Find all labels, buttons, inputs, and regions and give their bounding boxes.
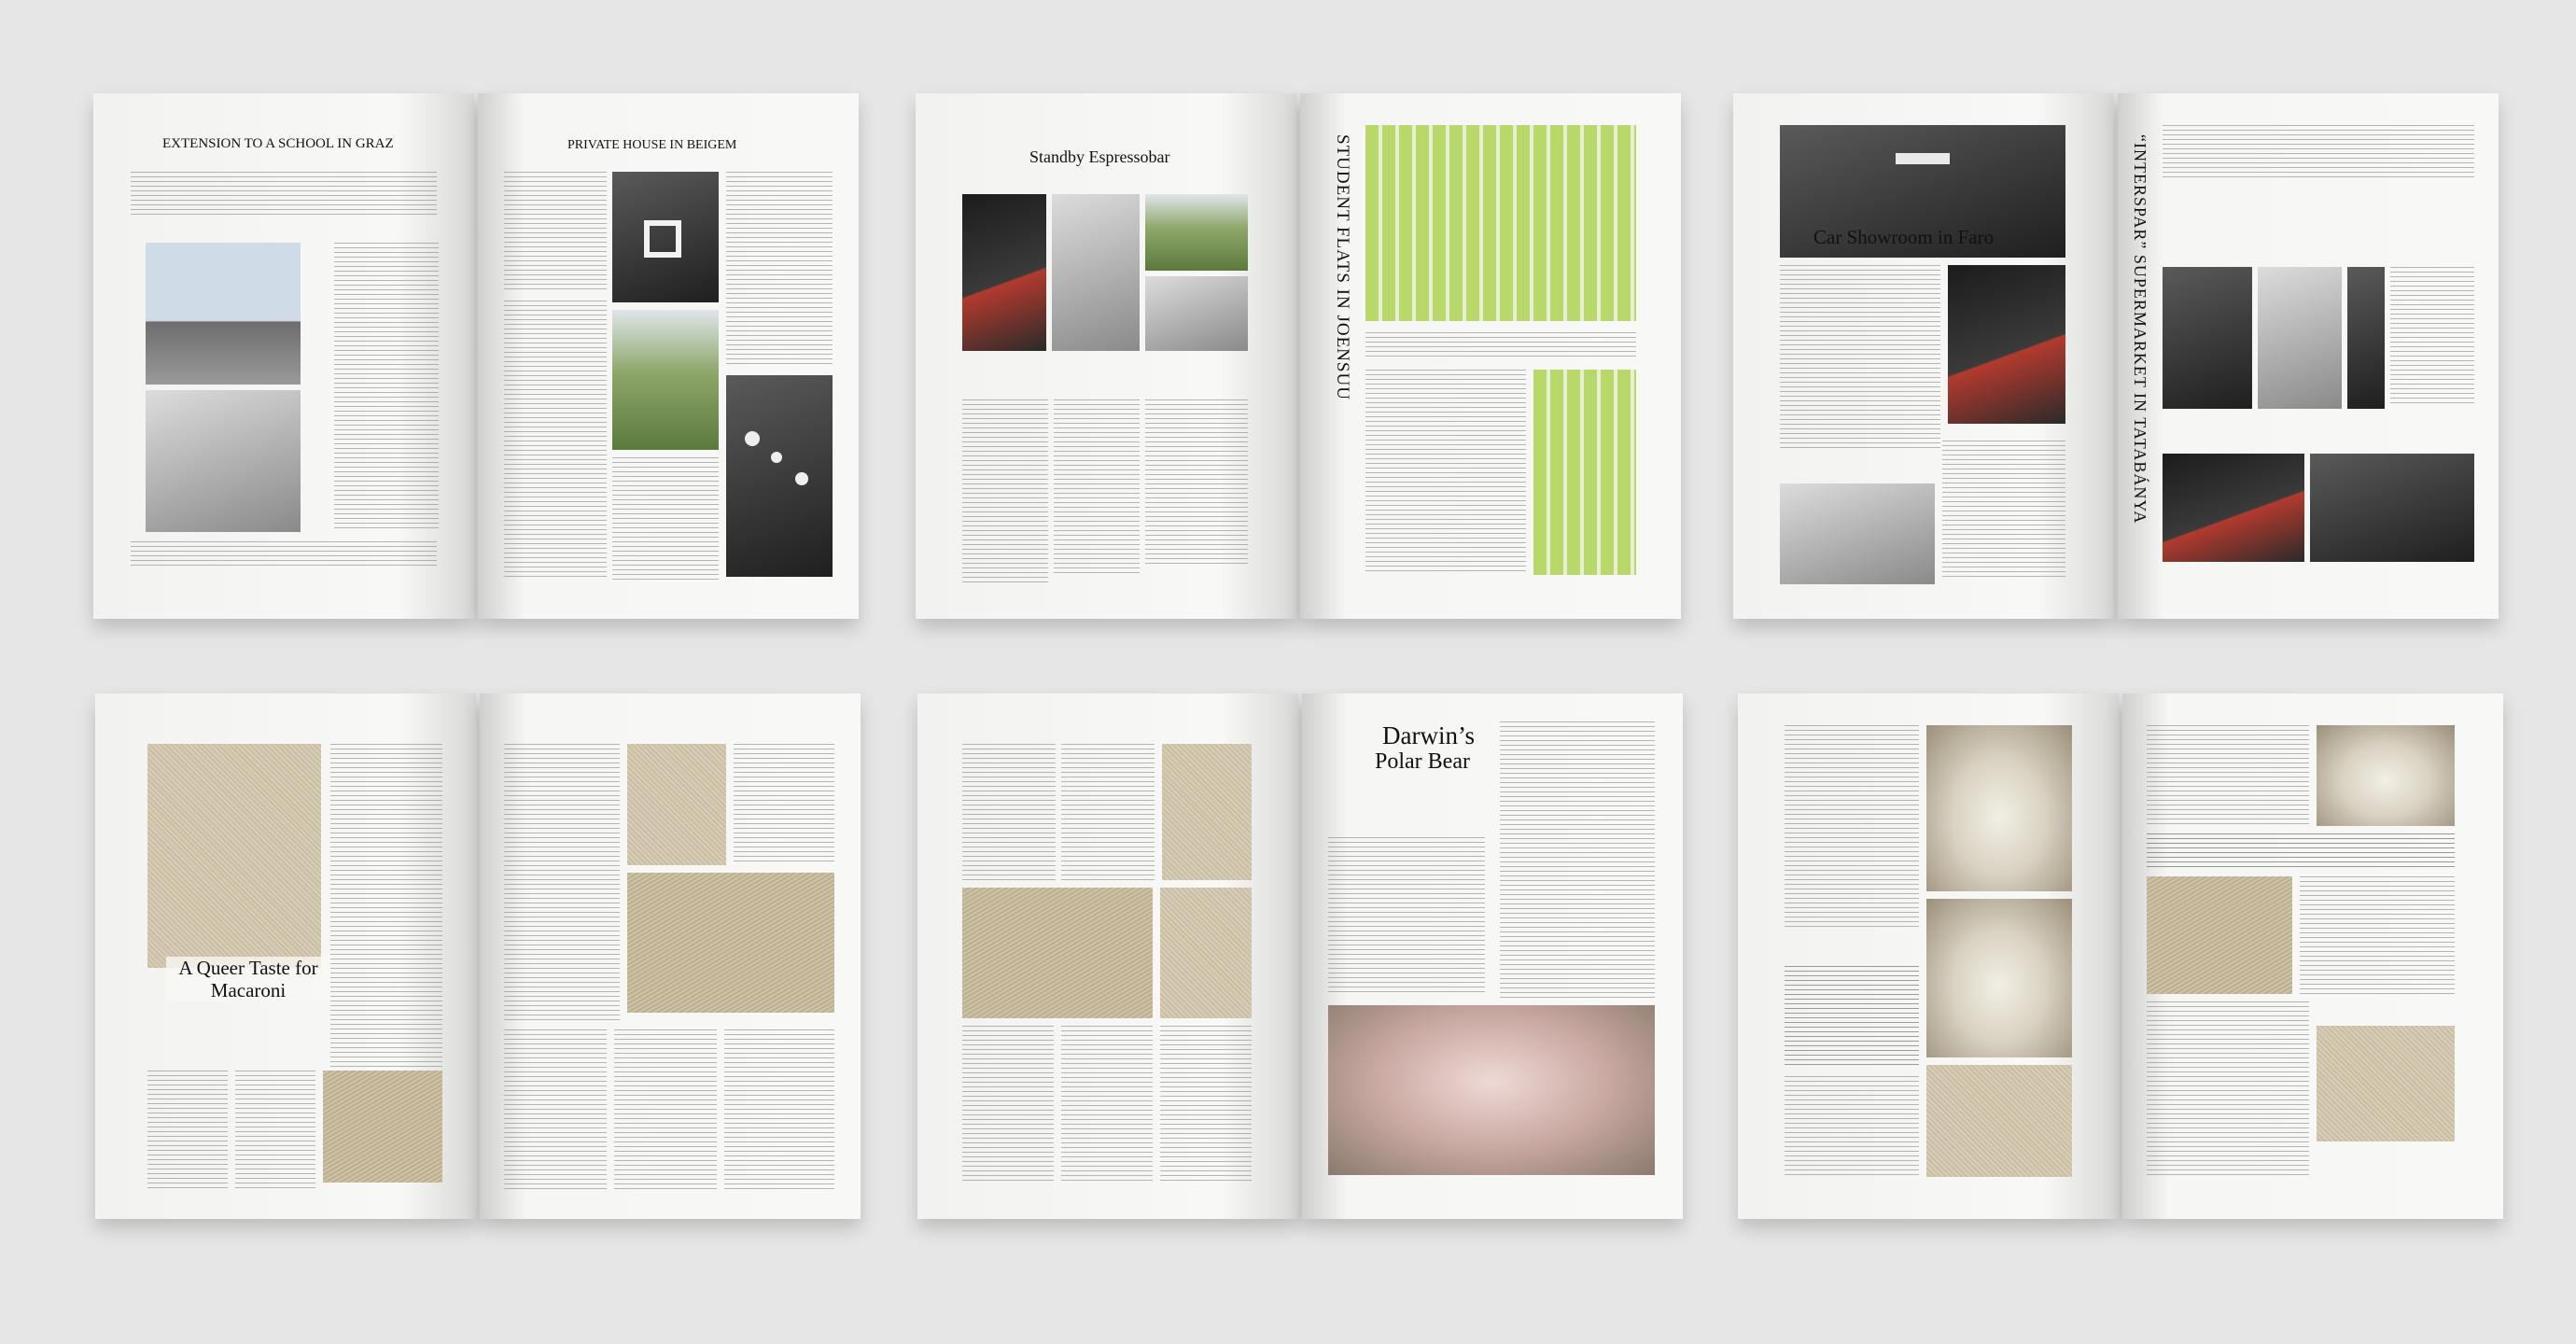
- body-text: [962, 399, 1048, 586]
- body-text: [1780, 265, 1940, 452]
- magazine-spread-faro-tatabanya: [1733, 93, 2499, 619]
- supermarket-photo: [2347, 267, 2385, 409]
- article-title: PRIVATE HOUSE IN BEIGEM: [567, 138, 737, 152]
- body-text: [131, 541, 437, 567]
- body-text: [1061, 744, 1155, 880]
- body-text: [1365, 370, 1526, 575]
- body-text: [612, 457, 719, 581]
- page-polar-bear-right: [1302, 693, 1683, 1219]
- window-square: [644, 220, 681, 258]
- body-text: [504, 301, 607, 581]
- body-text: [734, 744, 834, 865]
- supermarket-photo: [2163, 267, 2252, 409]
- macaroni-engraving: [323, 1071, 442, 1183]
- wall-hole: [795, 472, 808, 485]
- body-text: [131, 172, 437, 218]
- macaroni-engraving: [147, 744, 321, 968]
- body-text: [2147, 1001, 2309, 1179]
- student-flats-detail-photo: [1533, 370, 1636, 575]
- bear-engraving: [962, 888, 1153, 1018]
- page-macaroni-left: [95, 693, 476, 1219]
- macaroni-engraving: [627, 873, 834, 1013]
- espresso-photo: [962, 194, 1046, 351]
- page-joensuu: [1300, 93, 1681, 619]
- body-text: [504, 172, 607, 293]
- article-title: STUDENT FLATS IN JOENSUU: [1333, 134, 1352, 400]
- article-title: Standby Espressobar: [1029, 147, 1170, 166]
- wall-hole: [771, 452, 782, 463]
- body-text: [1942, 441, 2065, 581]
- body-text: [1500, 721, 1655, 998]
- supermarket-exterior-photo: [2163, 454, 2304, 562]
- school-photo: [146, 243, 301, 385]
- body-text: [2163, 125, 2474, 181]
- page-faro: [1733, 93, 2114, 619]
- wall-hole: [745, 431, 760, 446]
- page-tatabanya: [2118, 93, 2499, 619]
- body-text: [1328, 837, 1485, 996]
- body-text: [2390, 267, 2474, 407]
- body-text: [504, 1029, 607, 1190]
- page-beigem: [478, 93, 859, 619]
- magazine-spread-graz-beigem: [93, 93, 859, 619]
- article-title: EXTENSION TO A SCHOOL IN GRAZ: [162, 136, 394, 151]
- page-polar-bear-left: [917, 693, 1298, 1219]
- magazine-spread-polar-bear-2: [1738, 693, 2503, 1219]
- body-text: [1785, 725, 1919, 931]
- body-text: [1061, 1026, 1153, 1184]
- body-text: [1785, 1076, 1919, 1179]
- body-text: [1145, 399, 1248, 567]
- showroom-night-photo: [1948, 265, 2065, 424]
- house-wall-photo: [726, 375, 833, 577]
- skeleton-engraving: [2317, 1026, 2455, 1141]
- body-text: [724, 1029, 834, 1190]
- espresso-photo: [1145, 276, 1248, 351]
- article-title-line1: Darwin’s: [1382, 721, 1475, 749]
- page-macaroni-right: [480, 693, 861, 1219]
- supermarket-photo: [2258, 267, 2342, 409]
- bear-engraving: [1160, 888, 1252, 1018]
- page-polar-bear-2-left: [1738, 693, 2119, 1219]
- article-title-line2: Polar Bear: [1375, 749, 1470, 774]
- pull-quote: [1785, 966, 1919, 1069]
- supermarket-exterior-photo: [2310, 454, 2474, 562]
- article-title: “INTERSPAR” SUPERMARKET IN TATABÁNYA: [2131, 134, 2149, 525]
- page-polar-bear-2-right: [2122, 693, 2503, 1219]
- bear-engraving: [1926, 899, 2072, 1057]
- body-text: [2147, 725, 2309, 826]
- body-text: [962, 744, 1056, 880]
- bear-engraving: [1926, 1065, 2072, 1177]
- house-photo: [612, 172, 719, 302]
- macaroni-engraving: [627, 744, 726, 865]
- body-text: [1365, 332, 1636, 358]
- espresso-photo: [1145, 194, 1248, 271]
- body-text: [334, 243, 439, 532]
- showroom-exterior-photo: [1780, 483, 1935, 584]
- body-text: [614, 1029, 717, 1190]
- body-text: [330, 744, 442, 1071]
- body-text: [235, 1071, 315, 1190]
- bear-engraving: [1162, 744, 1252, 880]
- body-text: [2300, 876, 2455, 994]
- page-espressobar: [916, 93, 1296, 619]
- bear-illustration: [1328, 1005, 1655, 1175]
- body-text: [504, 744, 620, 1024]
- body-text: [1160, 1026, 1252, 1184]
- body-text: [147, 1071, 228, 1190]
- animals-engraving: [2147, 876, 2292, 994]
- magazine-spread-polar-bear: [917, 693, 1683, 1219]
- pull-quote: [2147, 833, 2455, 869]
- article-title: A Queer Taste for Macaroni: [166, 957, 330, 1001]
- espresso-photo: [1052, 194, 1140, 351]
- bear-engraving: [2317, 725, 2455, 826]
- house-garden-photo: [612, 310, 719, 450]
- school-facade-photo: [146, 390, 301, 532]
- body-text: [726, 172, 833, 368]
- page-graz: [93, 93, 474, 619]
- magazine-spread-espresso-joensuu: [916, 93, 1681, 619]
- body-text: [962, 1026, 1054, 1184]
- student-flats-photo: [1365, 125, 1636, 321]
- article-title: Car Showroom in Faro: [1813, 226, 1995, 248]
- magazine-spread-macaroni: [95, 693, 861, 1219]
- bear-engraving: [1926, 725, 2072, 891]
- showroom-logo-icon: [1896, 153, 1950, 164]
- body-text: [1054, 399, 1140, 577]
